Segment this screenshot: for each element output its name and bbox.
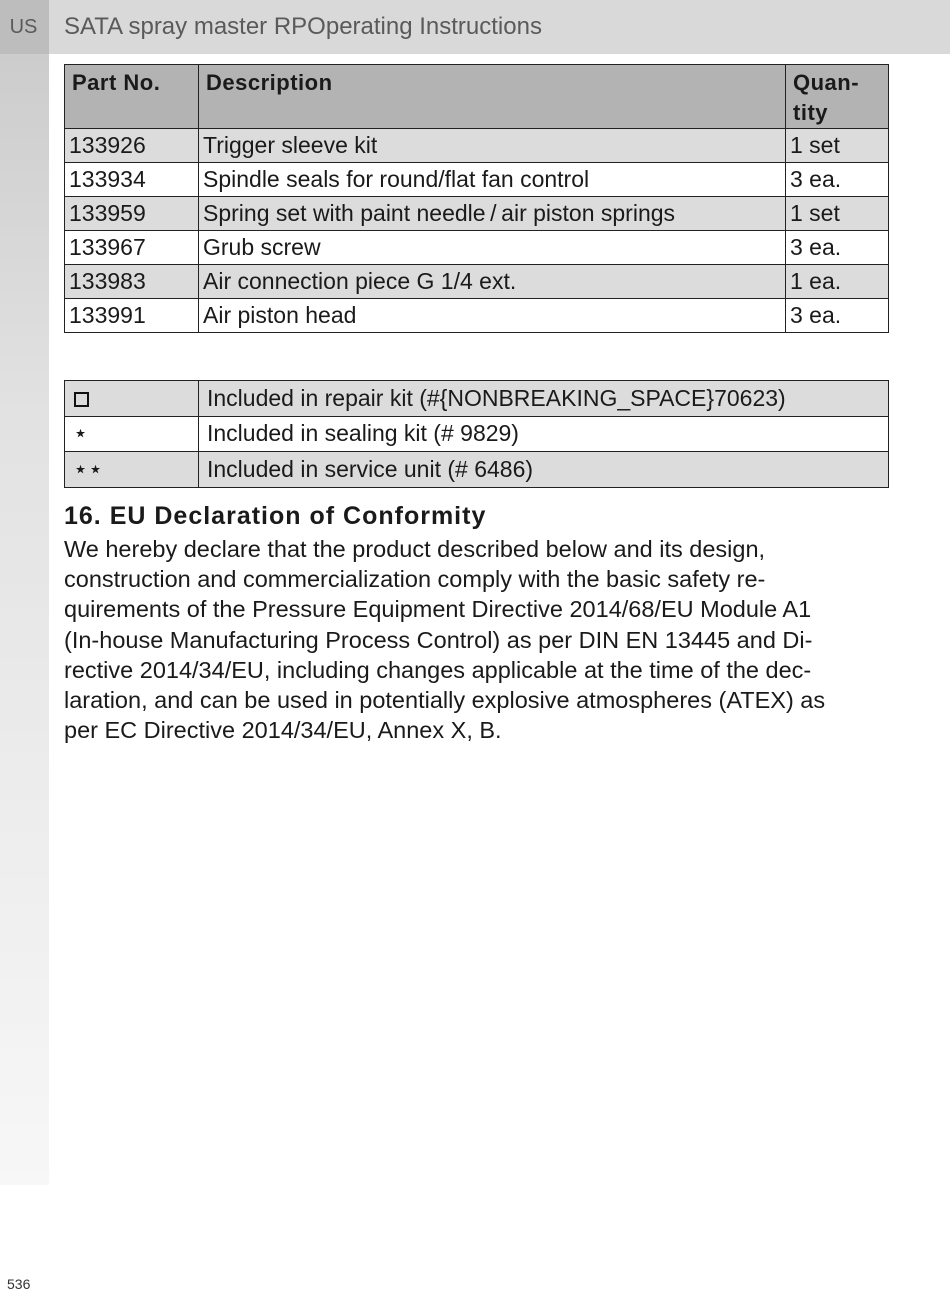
- legend-row: [65, 381, 889, 417]
- quantity-cell: 3 ea.: [786, 231, 889, 265]
- part-no-cell: 133983: [65, 265, 199, 299]
- table-row: [65, 163, 889, 197]
- part-no-cell: 133991: [65, 299, 199, 333]
- quantity-cell: 3 ea.: [786, 163, 889, 197]
- legend-symbol-cell: [65, 381, 199, 417]
- table-row: [65, 197, 889, 231]
- double-star-icon: ⋆⋆: [73, 454, 104, 483]
- column-header-part-no: Part No.: [65, 65, 199, 129]
- part-no-cell: 133959: [65, 197, 199, 231]
- quantity-header-line2: tity: [793, 100, 828, 125]
- table-header-row: [65, 65, 889, 129]
- legend-text: Included in sealing kit (# 9829): [199, 416, 889, 452]
- description-cell: Spindle seals for round/flat fan control: [199, 163, 786, 197]
- paragraph-line: laration, and can be used in potentially explosive atmospheres (ATEX) as: [64, 687, 826, 714]
- quantity-cell: 1 set: [786, 197, 889, 231]
- quantity-cell: 1 ea.: [786, 265, 889, 299]
- part-no-cell: 133934: [65, 163, 199, 197]
- paragraph-line: rective 2014/34/EU, including changes applicable at the time of the dec-: [64, 656, 812, 683]
- square-icon: [74, 392, 89, 407]
- legend-table: [64, 380, 889, 488]
- column-header-description: Description: [199, 65, 786, 129]
- legend-symbol-cell: [65, 416, 199, 452]
- page-number: 536: [7, 1276, 31, 1292]
- document-title: SATA spray master RPOperating Instructions: [64, 13, 542, 40]
- description-cell: Spring set with paint needle / air piston springs: [199, 197, 786, 231]
- paragraph-line: We hereby declare that the product described below and its design,: [64, 536, 766, 562]
- part-no-cell: 133926: [65, 129, 199, 163]
- legend-symbol-cell: [65, 452, 199, 488]
- description-cell: Air connection piece G 1/4 ext.: [199, 265, 786, 299]
- table-row: [65, 299, 889, 333]
- parts-table: [64, 64, 889, 333]
- quantity-header-line1: Quan-: [793, 70, 860, 95]
- column-header-quantity: [786, 65, 889, 129]
- side-margin-strip: [0, 0, 49, 1185]
- paragraph-line: per EC Directive 2014/34/EU, Annex X, B.: [64, 717, 502, 744]
- table-row: [65, 129, 889, 163]
- quantity-cell: 3 ea.: [786, 299, 889, 333]
- table-row: [65, 265, 889, 299]
- paragraph-line: construction and commercialization comply with the basic safety re-: [64, 566, 766, 593]
- legend-text: Included in repair kit (#{NONBREAKING_SPACE}70623): [199, 381, 889, 417]
- part-no-cell: 133967: [65, 231, 199, 265]
- table-row: [65, 231, 889, 265]
- quantity-cell: 1 set: [786, 129, 889, 163]
- star-icon: ⋆: [73, 419, 89, 448]
- language-tab: US: [0, 0, 49, 54]
- paragraph-line: (In-house Manufacturing Process Control) as per DIN EN 13445 and Di-: [64, 626, 813, 653]
- description-cell: Air piston head: [199, 299, 786, 333]
- description-cell: Trigger sleeve kit: [199, 129, 786, 163]
- legend-text: Included in service unit (# 6486): [199, 452, 889, 488]
- section-heading: 16. EU Declaration of Conformity: [64, 502, 487, 530]
- description-cell: Grub screw: [199, 231, 786, 265]
- legend-row: [65, 452, 889, 488]
- paragraph-line: quirements of the Pressure Equipment Directive 2014/68/EU Module A1: [64, 596, 812, 623]
- legend-row: [65, 416, 889, 452]
- declaration-paragraph: [64, 534, 894, 745]
